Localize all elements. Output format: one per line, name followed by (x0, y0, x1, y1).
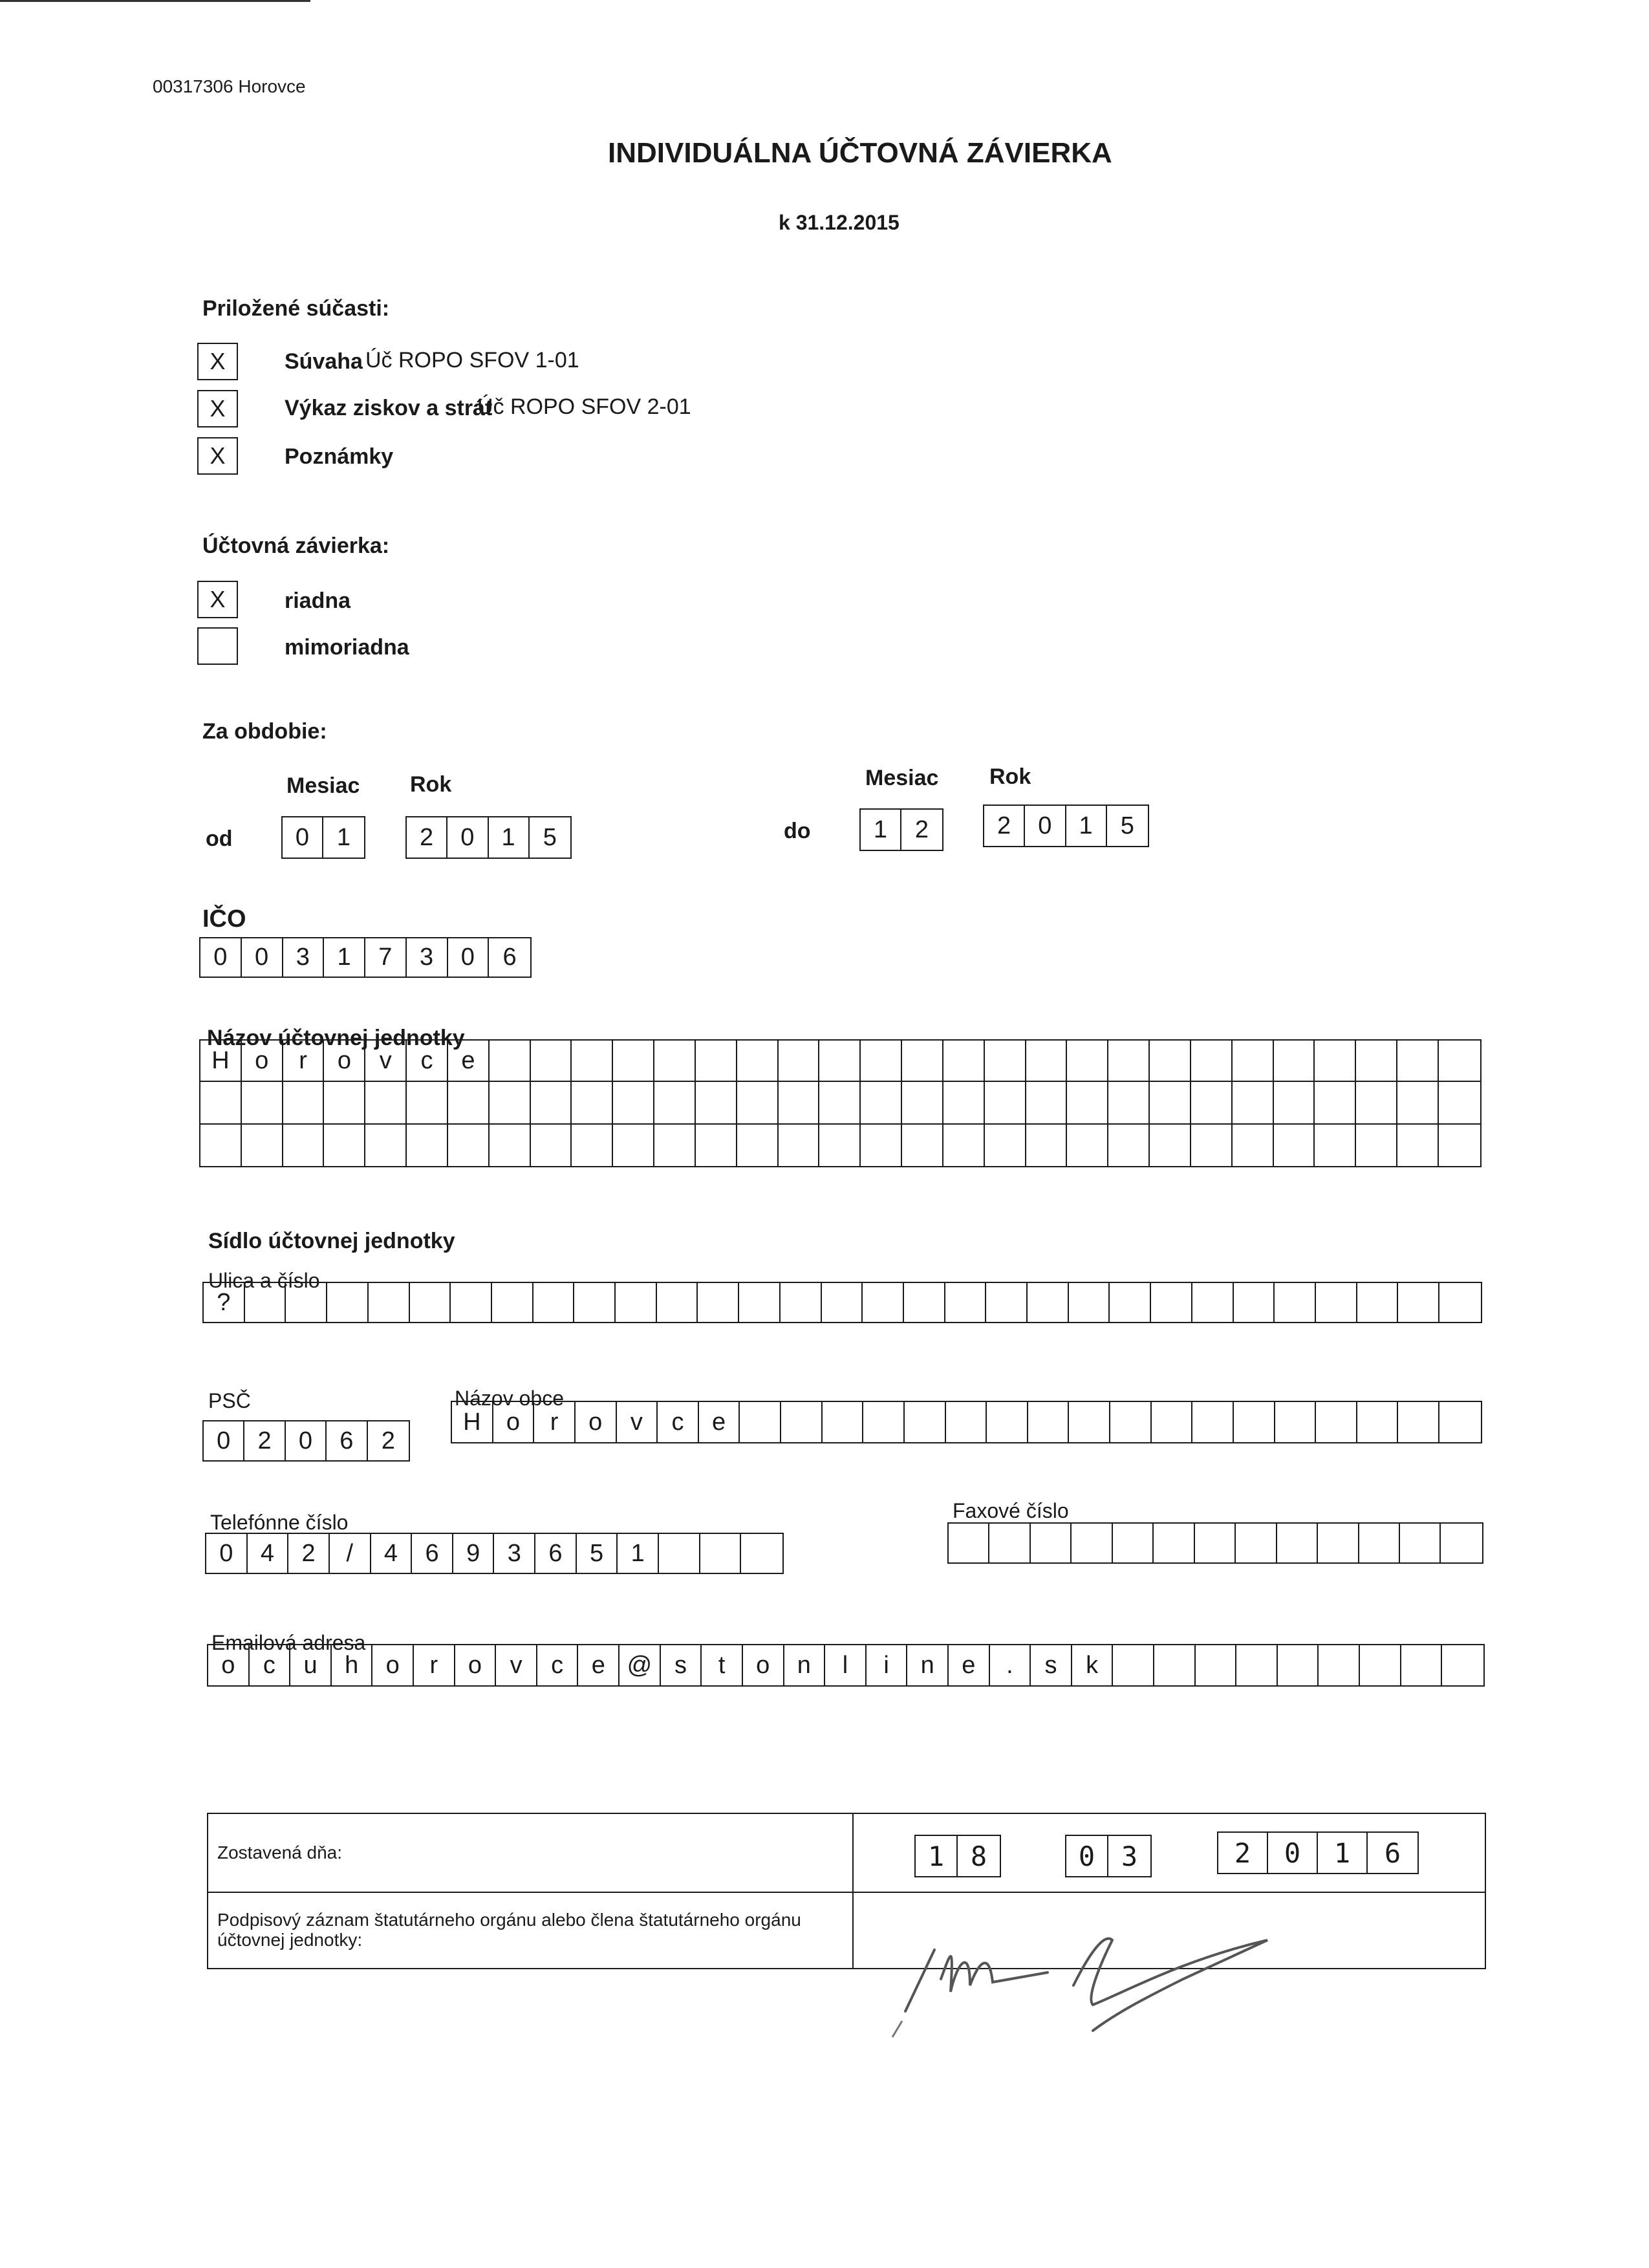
char-cell: v (365, 1041, 407, 1081)
char-cell (1401, 1645, 1443, 1685)
char-cell (779, 1125, 820, 1166)
char-cell (534, 1283, 575, 1322)
char-cell (1234, 1402, 1275, 1442)
char-cell (242, 1125, 283, 1166)
char-cell (1439, 1082, 1480, 1123)
char-cell (1234, 1283, 1275, 1322)
char-cell: 3 (283, 938, 325, 977)
char-cell (949, 1524, 989, 1562)
char-cell (1357, 1283, 1399, 1322)
char-cell (904, 1283, 945, 1322)
char-cell (572, 1082, 613, 1123)
char-cell (1192, 1283, 1234, 1322)
compiled-year-field[interactable] (1217, 1831, 1419, 1874)
fax-label: Faxové číslo (953, 1499, 1069, 1522)
char-cell: . (990, 1645, 1031, 1685)
char-cell (283, 1125, 325, 1166)
income-statement-code: Úč ROPO SFOV 2-01 (477, 394, 691, 419)
char-cell (1191, 1041, 1233, 1081)
notes-label: Poznámky (285, 444, 394, 469)
char-cell (492, 1283, 534, 1322)
entity-name-row-1[interactable] (199, 1039, 1482, 1082)
char-cell (1360, 1645, 1401, 1685)
char-cell: k (1072, 1645, 1114, 1685)
char-cell (1069, 1402, 1110, 1442)
char-cell (861, 1082, 902, 1123)
phone-field[interactable] (205, 1533, 784, 1574)
char-cell: 4 (371, 1534, 413, 1573)
char-cell: h (332, 1645, 373, 1685)
char-cell: v (617, 1402, 658, 1442)
char-cell (822, 1283, 863, 1322)
char-cell (1028, 1283, 1069, 1322)
char-cell: e (578, 1645, 620, 1685)
char-cell (324, 1125, 365, 1166)
char-cell (1067, 1125, 1108, 1166)
char-cell (1026, 1125, 1068, 1166)
char-cell (1274, 1041, 1315, 1081)
char-cell (1439, 1402, 1481, 1442)
char-cell (737, 1125, 779, 1166)
char-cell (1315, 1082, 1356, 1123)
char-cell (1439, 1125, 1480, 1166)
char-cell (779, 1082, 820, 1123)
digit-cell: 5 (543, 823, 557, 851)
char-cell (696, 1041, 737, 1081)
char-cell (1439, 1283, 1481, 1322)
entity-name-row-2[interactable] (199, 1082, 1482, 1125)
char-cell: 0 (204, 1421, 244, 1460)
char-cell (283, 1082, 325, 1123)
char-cell (572, 1125, 613, 1166)
char-cell (779, 1041, 820, 1081)
char-cell: 1 (618, 1534, 659, 1573)
char-cell (1150, 1125, 1191, 1166)
regular-label: riadna (285, 589, 351, 613)
digit-cell: 6 (1384, 1837, 1401, 1869)
char-cell (407, 1082, 448, 1123)
sign-label-cell (208, 1892, 853, 1969)
income-statement-label: Výkaz ziskov a strát (285, 396, 493, 420)
char-cell (905, 1402, 946, 1442)
char-cell (1236, 1645, 1278, 1685)
char-cell (572, 1041, 613, 1081)
char-cell (741, 1534, 782, 1573)
extraordinary-label: mimoriadna (285, 635, 409, 660)
char-cell: 5 (577, 1534, 618, 1573)
digit-cell: 1 (489, 817, 530, 858)
char-cell (1315, 1041, 1356, 1081)
entity-name-row-3[interactable] (199, 1125, 1482, 1167)
char-cell (902, 1082, 943, 1123)
char-cell: e (699, 1402, 740, 1442)
char-cell (1233, 1041, 1274, 1081)
from-month-field[interactable] (281, 816, 365, 859)
char-cell: s (1031, 1645, 1072, 1685)
digit-cell: 0 (1066, 1836, 1108, 1876)
digit-cell: 1 (861, 810, 901, 850)
char-cell (986, 1283, 1028, 1322)
suvaha-code: Úč ROPO SFOV 1-01 (365, 348, 579, 373)
char-cell: 6 (412, 1534, 453, 1573)
checkbox-suvaha[interactable]: X (197, 343, 238, 380)
char-cell (1191, 1082, 1233, 1123)
char-cell (1069, 1283, 1110, 1322)
char-cell (448, 1082, 490, 1123)
char-cell: 2 (288, 1534, 330, 1573)
char-cell (1398, 1283, 1439, 1322)
char-cell (654, 1041, 696, 1081)
char-cell (985, 1125, 1026, 1166)
scan-edge-line (0, 0, 310, 2)
char-cell (1274, 1125, 1315, 1166)
char-cell: 3 (494, 1534, 535, 1573)
char-cell (1072, 1524, 1112, 1562)
entity-name-label: Názov účtovnej jednotky (207, 1026, 465, 1050)
checkbox-regular[interactable]: X (197, 581, 238, 618)
char-cell (819, 1082, 861, 1123)
char-cell: 4 (248, 1534, 289, 1573)
char-cell (1356, 1125, 1397, 1166)
char-cell (740, 1402, 781, 1442)
char-cell (739, 1283, 781, 1322)
digit-cell: 1 (336, 823, 351, 851)
seat-heading: Sídlo účtovnej jednotky (208, 1229, 455, 1253)
char-cell (943, 1125, 985, 1166)
char-cell: o (743, 1645, 784, 1685)
char-cell (1191, 1125, 1233, 1166)
char-cell (1026, 1041, 1068, 1081)
char-cell (365, 1082, 407, 1123)
handwritten-signature (879, 1901, 1306, 2050)
char-cell (737, 1041, 779, 1081)
char-cell: 6 (327, 1421, 367, 1460)
char-cell: ? (204, 1283, 245, 1322)
char-cell (985, 1041, 1026, 1081)
char-cell (1195, 1524, 1236, 1562)
char-cell (1067, 1082, 1108, 1123)
char-cell: c (250, 1645, 291, 1685)
attached-heading: Priložené súčasti: (202, 296, 390, 321)
char-cell (989, 1524, 1030, 1562)
header-reference: 00317306 Horovce (153, 76, 306, 96)
char-cell (327, 1283, 369, 1322)
char-cell (1397, 1082, 1439, 1123)
char-cell (1152, 1402, 1193, 1442)
char-cell: 6 (502, 944, 517, 971)
digit-cell: 8 (970, 1840, 987, 1872)
char-cell (613, 1082, 654, 1123)
char-cell (1439, 1041, 1480, 1081)
digit-cell: 0 (447, 817, 488, 858)
char-cell (700, 1534, 742, 1573)
char-cell (1316, 1402, 1357, 1442)
char-cell (448, 1125, 490, 1166)
char-cell (657, 1283, 698, 1322)
char-cell (242, 1082, 283, 1123)
char-cell: r (414, 1645, 455, 1685)
char-cell: 2 (381, 1427, 395, 1454)
compiled-month-field[interactable] (1065, 1835, 1152, 1877)
char-cell (407, 1125, 448, 1166)
char-cell (531, 1125, 572, 1166)
char-cell (861, 1041, 902, 1081)
char-cell: 0 (200, 938, 242, 977)
char-cell (410, 1283, 451, 1322)
char-cell (1108, 1125, 1150, 1166)
char-cell (613, 1125, 654, 1166)
char-cell: u (290, 1645, 332, 1685)
street-field[interactable] (202, 1282, 1482, 1323)
char-cell (1233, 1082, 1274, 1123)
char-cell (1113, 1524, 1154, 1562)
digit-cell: 3 (1121, 1840, 1138, 1872)
char-cell: 0 (206, 1534, 248, 1573)
checkbox-extraordinary[interactable] (197, 627, 238, 665)
char-cell: i (867, 1645, 908, 1685)
char-cell: o (455, 1645, 497, 1685)
char-cell (574, 1283, 616, 1322)
digit-cell: 1 (1066, 806, 1107, 846)
from-year-field[interactable] (405, 816, 572, 859)
fax-field[interactable] (947, 1522, 1483, 1564)
compiled-day-field[interactable] (914, 1835, 1001, 1877)
char-cell: c (658, 1402, 699, 1442)
char-cell: / (330, 1534, 371, 1573)
char-cell (696, 1082, 737, 1123)
char-cell (1154, 1645, 1196, 1685)
char-cell (490, 1082, 531, 1123)
char-cell (1319, 1645, 1360, 1685)
char-cell (1274, 1082, 1315, 1123)
compiled-label: Zostavená dňa: (217, 1842, 343, 1863)
char-cell (531, 1082, 572, 1123)
char-cell (1277, 1524, 1318, 1562)
char-cell (654, 1082, 696, 1123)
char-cell (1151, 1283, 1192, 1322)
digit-cell: 2 (407, 817, 447, 858)
compiled-label-cell (208, 1813, 853, 1892)
char-cell: 0 (242, 938, 283, 977)
checkbox-notes[interactable]: X (197, 437, 238, 475)
char-cell: 0 (448, 938, 490, 977)
sign-label: Podpisový záznam štatutárneho orgánu alebo člena štatutárneho orgánu účtovnej jednotky: (217, 1910, 801, 1950)
char-cell: l (825, 1645, 867, 1685)
char-cell (659, 1534, 700, 1573)
char-cell (1400, 1524, 1441, 1562)
char-cell (1236, 1524, 1277, 1562)
digit-cell: 0 (1025, 806, 1066, 846)
char-cell: o (372, 1645, 414, 1685)
char-cell (324, 1082, 365, 1123)
char-cell (902, 1125, 943, 1166)
char-cell: v (496, 1645, 537, 1685)
digit-cell: 2 (914, 815, 929, 843)
char-cell: s (661, 1645, 702, 1685)
char-cell (365, 1125, 407, 1166)
char-cell (1278, 1645, 1319, 1685)
char-cell (1150, 1082, 1191, 1123)
char-cell (737, 1082, 779, 1123)
digit-cell: 2 (1218, 1833, 1268, 1873)
char-cell: t (702, 1645, 743, 1685)
char-cell (1275, 1402, 1317, 1442)
char-cell (1031, 1524, 1072, 1562)
period-heading: Za obdobie: (202, 719, 327, 744)
char-cell (1318, 1524, 1359, 1562)
char-cell (490, 1041, 531, 1081)
char-cell: 9 (453, 1534, 495, 1573)
char-cell: H (200, 1041, 242, 1081)
char-cell (1356, 1082, 1397, 1123)
char-cell: o (324, 1041, 365, 1081)
char-cell (863, 1402, 905, 1442)
char-cell (654, 1125, 696, 1166)
town-label: Názov obce (455, 1387, 564, 1410)
email-label: Emailová adresa (211, 1631, 366, 1654)
char-cell (1150, 1041, 1191, 1081)
char-cell (943, 1041, 985, 1081)
suvaha-label: Súvaha (285, 349, 363, 374)
char-cell: o (493, 1402, 535, 1442)
char-cell (1108, 1082, 1150, 1123)
char-cell (861, 1125, 902, 1166)
char-cell (1026, 1082, 1068, 1123)
char-cell (945, 1283, 987, 1322)
char-cell (1275, 1283, 1316, 1322)
to-year-label: Rok (989, 764, 1031, 789)
char-cell (1441, 1524, 1482, 1562)
char-cell: H (452, 1402, 493, 1442)
char-cell (1067, 1041, 1108, 1081)
closing-type-heading: Účtovná závierka: (202, 534, 390, 558)
char-cell (902, 1041, 943, 1081)
char-cell: r (283, 1041, 325, 1081)
char-cell (613, 1041, 654, 1081)
char-cell (698, 1283, 739, 1322)
page-title: INDIVIDUÁLNA ÚČTOVNÁ ZÁVIERKA (608, 137, 1112, 169)
char-cell (819, 1125, 861, 1166)
phone-label: Telefónne číslo (210, 1511, 349, 1534)
char-cell: 3 (407, 938, 448, 977)
char-cell (1196, 1645, 1237, 1685)
char-cell (987, 1402, 1028, 1442)
char-cell (1398, 1402, 1439, 1442)
digit-cell: 2 (984, 806, 1025, 846)
char-cell: 1 (324, 938, 365, 977)
char-cell (943, 1082, 985, 1123)
char-cell: e (949, 1645, 990, 1685)
char-cell (1110, 1283, 1151, 1322)
char-cell (616, 1283, 657, 1322)
ico-field[interactable] (199, 937, 532, 978)
char-cell (863, 1283, 904, 1322)
char-cell (823, 1402, 864, 1442)
char-cell (985, 1082, 1026, 1123)
char-cell: 2 (244, 1421, 285, 1460)
char-cell (245, 1283, 286, 1322)
digit-cell: 0 (283, 817, 323, 858)
char-cell (1357, 1402, 1399, 1442)
char-cell (369, 1283, 410, 1322)
char-cell: r (534, 1402, 576, 1442)
to-month-field[interactable] (859, 808, 943, 851)
from-label: od (206, 826, 233, 851)
digit-cell: 1 (1318, 1833, 1368, 1873)
ico-label: IČO (202, 905, 246, 933)
digit-cell: 5 (1120, 812, 1134, 839)
char-cell (1028, 1402, 1070, 1442)
char-cell (1233, 1125, 1274, 1166)
char-cell (1192, 1402, 1234, 1442)
char-cell (819, 1041, 861, 1081)
digit-cell: 0 (1268, 1833, 1318, 1873)
psc-field[interactable] (202, 1420, 410, 1462)
char-cell: c (407, 1041, 448, 1081)
char-cell: o (242, 1041, 283, 1081)
char-cell (1356, 1041, 1397, 1081)
char-cell: e (448, 1041, 490, 1081)
email-field[interactable] (207, 1644, 1485, 1687)
char-cell (490, 1125, 531, 1166)
town-field[interactable] (451, 1401, 1482, 1443)
char-cell (1359, 1524, 1400, 1562)
char-cell (531, 1041, 572, 1081)
char-cell (1108, 1041, 1150, 1081)
char-cell: 0 (286, 1421, 327, 1460)
char-cell (1154, 1524, 1194, 1562)
char-cell (1113, 1645, 1154, 1685)
street-label: Ulica a číslo (208, 1269, 320, 1292)
to-year-field[interactable] (983, 805, 1149, 847)
to-label: do (784, 819, 811, 843)
char-cell (781, 1402, 823, 1442)
char-cell: 7 (365, 938, 407, 977)
digit-cell: 1 (916, 1836, 958, 1876)
char-cell: o (576, 1402, 617, 1442)
char-cell (200, 1082, 242, 1123)
char-cell (1315, 1125, 1356, 1166)
char-cell (696, 1125, 737, 1166)
from-month-label: Mesiac (286, 773, 360, 798)
char-cell (1110, 1402, 1152, 1442)
char-cell (1316, 1283, 1357, 1322)
char-cell (1397, 1041, 1439, 1081)
char-cell (781, 1283, 822, 1322)
from-year-label: Rok (410, 772, 452, 797)
char-cell: @ (620, 1645, 661, 1685)
char-cell (1397, 1125, 1439, 1166)
char-cell (1442, 1645, 1483, 1685)
char-cell: 6 (535, 1534, 577, 1573)
psc-label: PSČ (208, 1389, 251, 1412)
char-cell (946, 1402, 987, 1442)
to-month-label: Mesiac (865, 766, 939, 790)
char-cell (451, 1283, 492, 1322)
char-cell (200, 1125, 242, 1166)
char-cell: n (784, 1645, 826, 1685)
reporting-date: k 31.12.2015 (779, 211, 900, 234)
checkbox-income-statement[interactable]: X (197, 390, 238, 427)
char-cell: o (208, 1645, 250, 1685)
char-cell: c (537, 1645, 579, 1685)
char-cell: n (907, 1645, 949, 1685)
char-cell (286, 1283, 327, 1322)
